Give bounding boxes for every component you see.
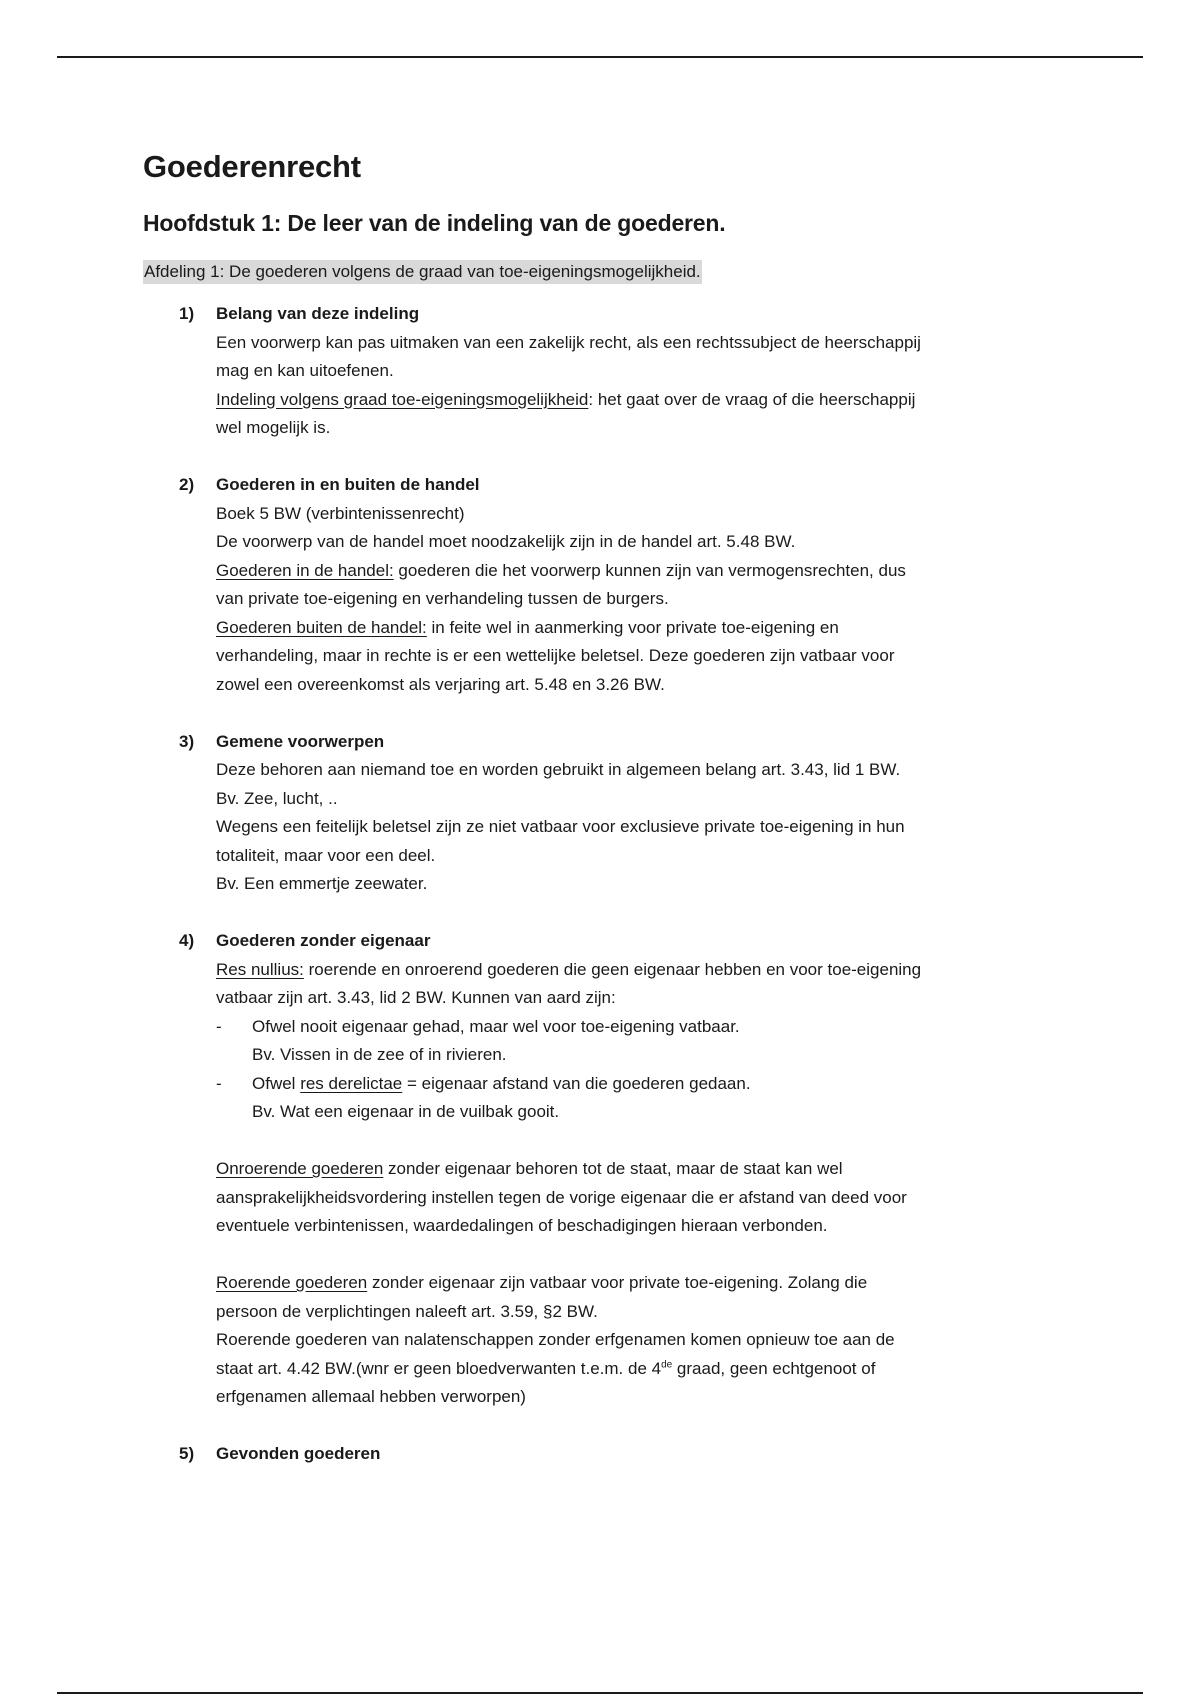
- item-text-line: [216, 1269, 1073, 1298]
- underlined-term: Goederen buiten de handel:: [216, 617, 427, 637]
- item-text: zonder eigenaar behoren tot de staat, maar de staat kan wel: [383, 1159, 843, 1178]
- item-list: [143, 300, 1073, 1469]
- bullet-example: Bv. Vissen in de zee of in rivieren.: [252, 1045, 507, 1064]
- item-text: : het gaat over de vraag of die heerschappij: [588, 389, 916, 409]
- list-item-3: [143, 728, 1073, 899]
- bullet-example: Bv. Wat een eigenaar in de vuilbak gooit.: [252, 1102, 560, 1121]
- document-title: Goederenrecht: [143, 149, 361, 184]
- item-number: 3): [179, 731, 195, 751]
- list-item-2: [143, 471, 1073, 699]
- item-text-line: Boek 5 BW (verbintenissenrecht): [216, 503, 465, 523]
- list-item-4: [143, 927, 1073, 1412]
- item-text: goederen die het voorwerp kunnen zijn van vermogensrechten, dus: [393, 560, 906, 580]
- item-text-line: erfgenamen allemaal hebben verworpen): [216, 1387, 526, 1406]
- item-text-line: wel mogelijk is.: [216, 418, 331, 437]
- item-number: 2): [179, 475, 195, 494]
- underlined-term: Indeling volgens graad toe-eigeningsmogelijkheid: [216, 389, 589, 409]
- item-title: Goederen zonder eigenaar: [216, 931, 431, 950]
- list-item-1: [143, 300, 1073, 443]
- bullet-item: [216, 1013, 1073, 1042]
- item-text-line: Bv. Zee, lucht, ..: [216, 788, 338, 808]
- document-page: [143, 148, 1073, 1497]
- item-number: 5): [179, 1444, 195, 1463]
- underlined-term: Onroerende goederen: [216, 1159, 384, 1178]
- paragraph-gap: [216, 1241, 1073, 1270]
- bullet-item: [216, 1070, 1073, 1099]
- item-text-line: Wegens een feitelijk beletsel zijn ze niet vatbaar voor exclusieve private toe-eigening in hun: [216, 817, 905, 836]
- item-text-line: zowel een overeenkomst als verjaring art. 5.48 en 3.26 BW.: [216, 674, 665, 694]
- underlined-term: Goederen in de handel:: [216, 560, 394, 580]
- underlined-term: Roerende goederen: [216, 1273, 368, 1292]
- item-text-line: De voorwerp van de handel moet noodzakelijk zijn in de handel art. 5.48 BW.: [216, 532, 796, 551]
- list-item-5: [143, 1440, 1073, 1469]
- item-text-line: [216, 956, 1073, 985]
- item-number: 4): [179, 931, 195, 950]
- bullet-dash: -: [216, 1016, 222, 1036]
- item-text-line: mag en kan uitoefenen.: [216, 361, 394, 380]
- header-rule: [57, 56, 1143, 58]
- item-text: zonder eigenaar zijn vatbaar voor private toe-eigening. Zolang die: [367, 1273, 868, 1292]
- bullet-text: Ofwel: [252, 1073, 301, 1093]
- item-text: staat art. 4.42 BW.(wnr er geen bloedverwanten t.e.m. de 4: [216, 1358, 662, 1378]
- paragraph-gap: [216, 1127, 1073, 1156]
- item-text-line: vatbaar zijn art. 3.43, lid 2 BW. Kunnen van aard zijn:: [216, 988, 616, 1007]
- item-text-line: totaliteit, maar voor een deel.: [216, 845, 436, 865]
- item-title: Gemene voorwerpen: [216, 731, 385, 751]
- item-text: graad, geen echtgenoot of: [672, 1358, 876, 1378]
- chapter-heading: Hoofdstuk 1: De leer van de indeling van de goederen.: [143, 210, 726, 236]
- bullet-text: Ofwel nooit eigenaar gehad, maar wel voor toe-eigening vatbaar.: [252, 1016, 740, 1036]
- item-text-line: [216, 1155, 1073, 1184]
- item-text-line: [216, 614, 1073, 643]
- superscript: de: [661, 1358, 673, 1370]
- item-text-line: Bv. Een emmertje zeewater.: [216, 874, 428, 893]
- footer-rule: [57, 1692, 1143, 1694]
- item-title: Gevonden goederen: [216, 1444, 381, 1463]
- item-text-line: van private toe-eigening en verhandeling tussen de burgers.: [216, 589, 669, 608]
- item-number: 1): [179, 304, 195, 323]
- item-text-line: eventuele verbintenissen, waardedalingen of beschadigingen hieraan verbonden.: [216, 1216, 828, 1235]
- item-text-line: Roerende goederen van nalatenschappen zonder erfgenamen komen opnieuw toe aan de: [216, 1330, 895, 1349]
- item-title: Goederen in en buiten de handel: [216, 475, 480, 494]
- item-text-line: persoon de verplichtingen naleeft art. 3.59, §2 BW.: [216, 1301, 598, 1321]
- item-text: in feite wel in aanmerking voor private toe-eigening en: [426, 617, 839, 637]
- item-text-line: Deze behoren aan niemand toe en worden gebruikt in algemeen belang art. 3.43, lid 1 BW.: [216, 760, 901, 779]
- bullet-dash: -: [216, 1073, 222, 1093]
- underlined-term: Res nullius:: [216, 959, 304, 979]
- bullet-text: = eigenaar afstand van die goederen gedaan.: [402, 1073, 751, 1093]
- item-text-line: [216, 386, 1073, 415]
- item-text-line: [216, 557, 1073, 586]
- section-banner: Afdeling 1: De goederen volgens de graad van toe-eigeningsmogelijkheid.: [143, 260, 702, 284]
- item-text-line: verhandeling, maar in rechte is er een wettelijke beletsel. Deze goederen zijn vatbaar voor: [216, 646, 895, 665]
- item-text-line: [216, 1355, 1073, 1384]
- item-text-line: Een voorwerp kan pas uitmaken van een zakelijk recht, als een rechtssubject de heerschappij: [216, 332, 921, 352]
- underlined-term: res derelictae: [300, 1073, 403, 1093]
- item-title: Belang van deze indeling: [216, 304, 420, 323]
- item-text: roerende en onroerend goederen die geen eigenaar hebben en voor toe-eigening: [303, 959, 922, 979]
- item-text-line: aansprakelijkheidsvordering instellen tegen de vorige eigenaar die er afstand van deed voor: [216, 1187, 907, 1207]
